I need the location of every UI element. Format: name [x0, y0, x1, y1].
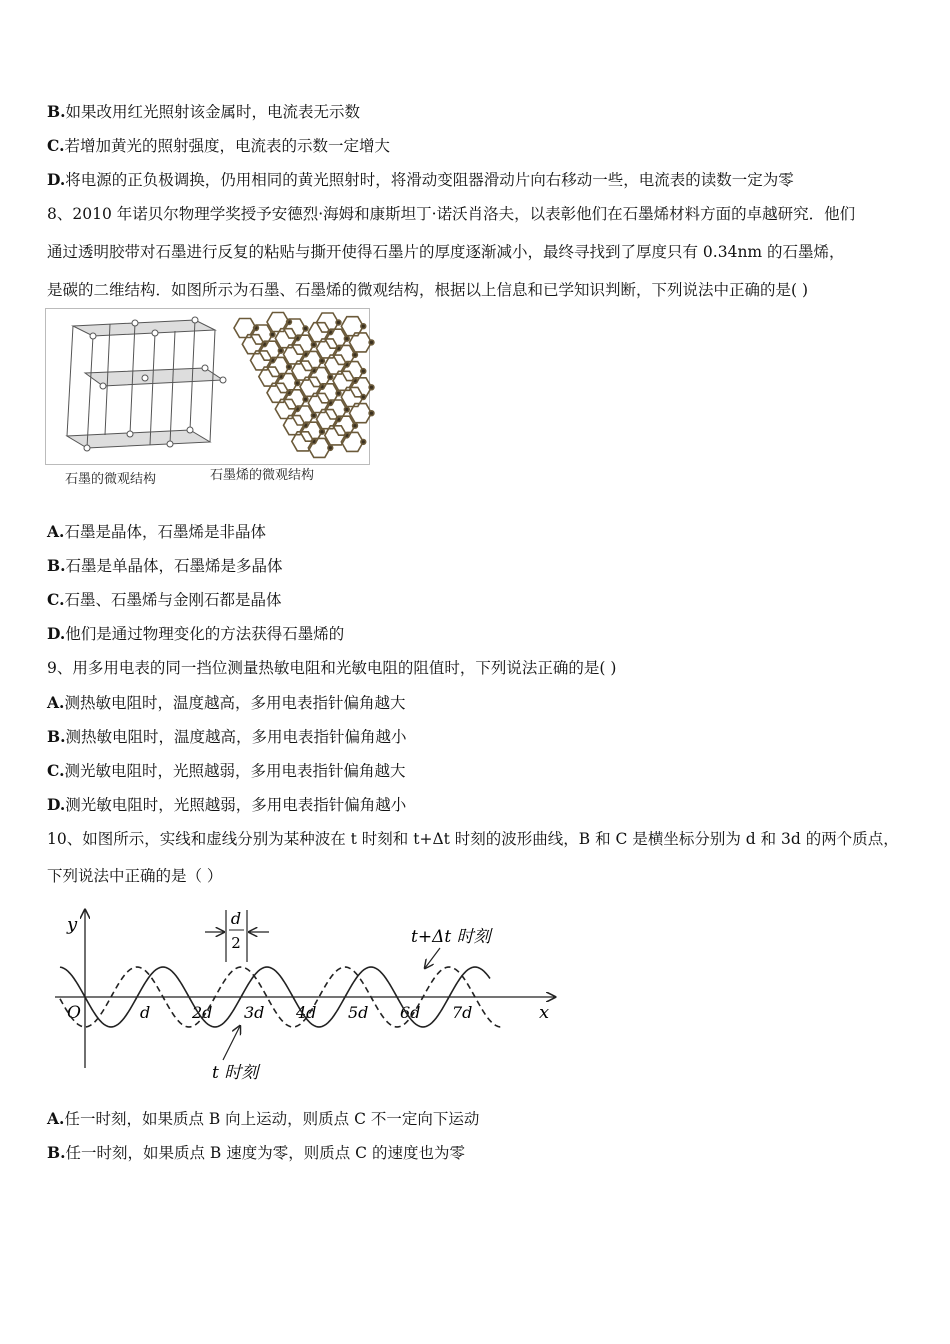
- graphene-atom: [353, 423, 358, 428]
- x-tick-label: 5d: [348, 1003, 369, 1022]
- q10-stem-line2: 下列说法中正确的是（ ）: [47, 867, 223, 885]
- graphene-structure-image: [234, 313, 374, 458]
- d-half-numerator: d: [230, 909, 242, 928]
- option-text: 如果改用红光照射该金属时，电流表无示数: [65, 103, 361, 121]
- q8-option-b: [47, 556, 283, 576]
- x-tick-label: 3d: [244, 1003, 265, 1022]
- graphene-atom: [361, 440, 366, 445]
- graphene-hexagon: [308, 438, 330, 457]
- q8-option-a: [47, 522, 266, 542]
- option-letter: C.: [47, 590, 65, 609]
- option-letter: B.: [47, 727, 66, 746]
- graphene-hexagon: [350, 404, 372, 423]
- q9-option-d: [47, 795, 406, 815]
- option-text: 测热敏电阻时，温度越高，多用电表指针偏角越大: [64, 694, 406, 712]
- origin-label: O: [67, 1003, 81, 1023]
- x-tick-label: 6d: [400, 1003, 421, 1022]
- q7-option-c: [47, 136, 390, 156]
- option-letter: C.: [47, 136, 65, 155]
- graphene-atom: [303, 326, 308, 331]
- x-axis-label: x: [539, 1002, 550, 1023]
- x-tick-label: d: [140, 1003, 151, 1022]
- graphene-atom: [369, 385, 374, 390]
- graphene-atom: [270, 332, 275, 337]
- option-letter: D.: [47, 170, 66, 189]
- graphene-atom: [361, 324, 366, 329]
- graphene-atom: [303, 397, 308, 402]
- q8-option-d: [47, 624, 344, 644]
- x-tick-label: 7d: [452, 1003, 473, 1022]
- graphene-atom: [361, 369, 366, 374]
- d-half-denominator: 2: [231, 934, 241, 952]
- option-text: 任一时刻，如果质点 B 向上运动，则质点 C 不一定向下运动: [64, 1110, 480, 1128]
- graphene-hexagon: [341, 432, 363, 451]
- q8-option-c: [47, 590, 281, 610]
- graphene-atom: [328, 446, 333, 451]
- option-letter: D.: [47, 795, 66, 814]
- q9-option-a: [47, 693, 405, 713]
- q8-stem-line1: 8、2010 年诺贝尔物理学奖授予安德烈·海姆和康斯坦丁·诺沃肖洛夫，以表彰他们在石墨烯材料方面的卓越研究．他们: [47, 205, 856, 223]
- graphene-atom: [278, 348, 283, 353]
- graphene-atom: [320, 429, 325, 434]
- graphene-atom: [344, 407, 349, 412]
- option-text: 任一时刻，如果质点 B 速度为零，则质点 C 的速度也为零: [65, 1144, 465, 1162]
- option-text: 测光敏电阻时，光照越弱，多用电表指针偏角越小: [65, 796, 407, 814]
- graphene-atom: [295, 381, 300, 386]
- q9-option-b: [47, 727, 407, 747]
- option-text: 石墨、石墨烯与金刚石都是晶体: [64, 591, 282, 609]
- graphene-atom: [369, 340, 374, 345]
- caption-graphene: 石墨烯的微观结构: [210, 468, 315, 483]
- graphene-atom: [311, 413, 316, 418]
- option-text: 将电源的正负极调换，仍用相同的黄光照射时，将滑动变阻器滑动片向右移动一些，电流表的读数一定为零: [65, 171, 794, 189]
- graphene-atom: [311, 342, 316, 347]
- q10-option-b: [47, 1143, 465, 1163]
- graphene-atom: [336, 391, 341, 396]
- graphene-atom: [361, 395, 366, 400]
- q7-option-b: [47, 102, 360, 122]
- option-letter: B.: [47, 102, 66, 121]
- q10-stem-line1: 10、如图所示，实线和虚线分别为某种波在 t 时刻和 t+Δt 时刻的波形曲线，B 和 C 是横坐标分别为 d 和 3d 的两个质点，: [47, 830, 899, 848]
- label-t-pointer: [223, 1026, 240, 1060]
- graphite-graphene-figure: [45, 308, 375, 488]
- q8-stem-line2: 通过透明胶带对石墨进行反复的粘贴与撕开使得石墨片的厚度逐渐减小，最终寻找到了厚度只有 0.34nm 的石墨烯，: [47, 243, 845, 261]
- option-letter: A.: [47, 693, 65, 712]
- graphene-hexagon: [350, 333, 372, 352]
- option-text: 石墨是晶体，石墨烯是非晶体: [64, 523, 266, 541]
- option-letter: C.: [47, 761, 65, 780]
- q7-option-d: [47, 170, 794, 190]
- graphene-atom: [369, 411, 374, 416]
- graphene-atom: [353, 353, 358, 358]
- option-letter: B.: [47, 1143, 66, 1162]
- q8-stem-line3: 是碳的二维结构．如图所示为石墨、石墨烯的微观结构，根据以上信息和已学知识判断，下列说法中正确的是( ): [47, 281, 809, 299]
- y-axis-label: y: [67, 914, 78, 935]
- wave-figure: [45, 900, 565, 1090]
- option-letter: B.: [47, 556, 66, 575]
- option-text: 测光敏电阻时，光照越弱，多用电表指针偏角越大: [64, 762, 406, 780]
- q9-stem: 9、用多用电表的同一挡位测量热敏电阻和光敏电阻的阻值时，下列说法正确的是( ): [47, 659, 617, 677]
- graphite-structure-image: [67, 317, 226, 451]
- graphene-atom: [328, 375, 333, 380]
- x-tick-label: 4d: [296, 1003, 317, 1022]
- option-letter: A.: [47, 522, 65, 541]
- q9-option-c: [47, 761, 405, 781]
- caption-graphite: 石墨的微观结构: [65, 472, 157, 487]
- graphene-atom: [287, 365, 292, 370]
- label-t-dt-pointer: [425, 948, 440, 968]
- q10-option-a: [47, 1109, 479, 1129]
- option-letter: A.: [47, 1109, 65, 1128]
- option-text: 测热敏电阻时，温度越高，多用电表指针偏角越小: [65, 728, 407, 746]
- graphene-atom: [336, 320, 341, 325]
- option-text: 若增加黄光的照射强度，电流表的示数一定增大: [64, 137, 390, 155]
- option-text: 他们是通过物理变化的方法获得石墨烯的: [65, 625, 345, 643]
- x-tick-label: 2d: [192, 1003, 213, 1022]
- graphene-atom: [320, 359, 325, 364]
- label-t: t 时刻: [212, 1063, 259, 1083]
- option-letter: D.: [47, 624, 66, 643]
- graphene-atom: [344, 336, 349, 341]
- option-text: 石墨是单晶体，石墨烯是多晶体: [65, 557, 283, 575]
- label-t-dt: t+Δt 时刻: [411, 927, 491, 947]
